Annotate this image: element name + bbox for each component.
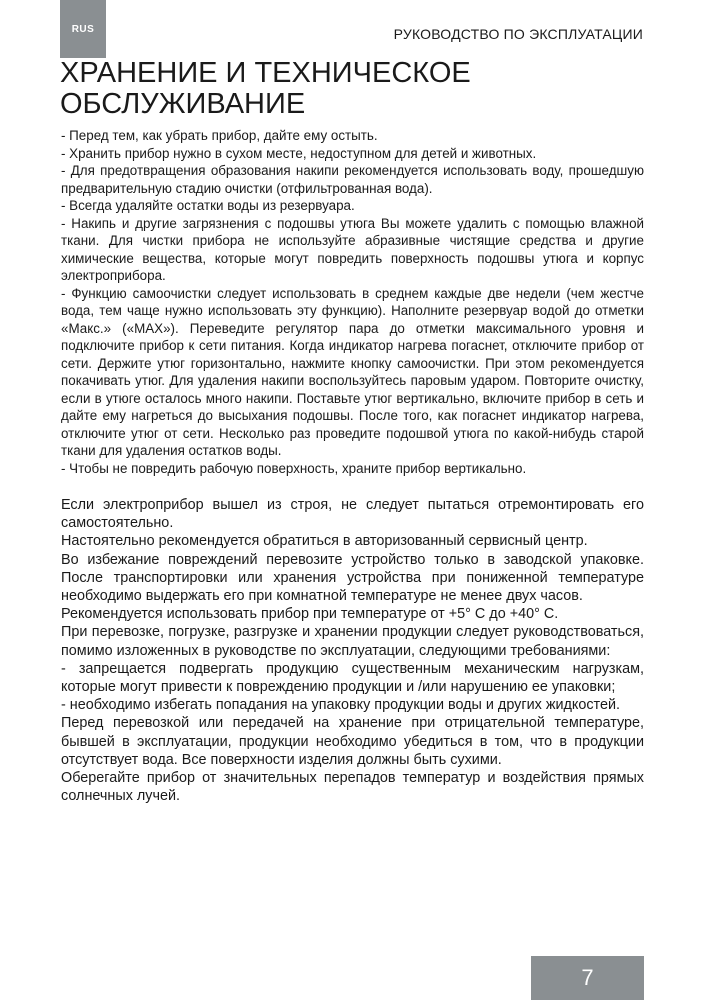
paragraph: При перевозке, погрузке, разгрузке и хранении продукции следует руководствоваться, помимо изложенных в руководстве по эксплуатации, следующими требованиями: — [61, 624, 644, 659]
page-title-line: ХРАНЕНИЕ И ТЕХНИЧЕСКОЕ — [60, 57, 471, 89]
running-header-title: РУКОВОДСТВО ПО ЭКСПЛУАТАЦИИ — [393, 26, 643, 42]
paragraph: Перед перевозкой или передачей на хранение при отрицательной температуре, бывшей в эксплуатации, продукции необходимо убедиться в том, что в продукции отсутствует вода. Все поверхности изделия должны быть сухими. — [61, 715, 644, 768]
transport-storage-section — [61, 496, 644, 805]
paragraph: - Чтобы не повредить рабочую поверхность, храните прибор вертикально. — [61, 460, 527, 476]
paragraph: - Функцию самоочистки следует использовать в среднем каждые две недели (чем жестче вода, тем чаще нужно использовать эту функцию). Наполните резервуар водой до отметки «Макс.» («MAX»). Переведите регулятор пара до отметки максимального уровня и подключите прибор к сети питания. Когда индикатор нагрева погаснет, отключите прибор от сети. Держите утюг горизонтально, нажмите кнопку самоочистки. При этом рекомендуется покачивать утюг. Для удаления накипи воспользуйтесь паровым ударом. Повторите очистку, если в утюге осталось много накипи. Поставьте утюг вертикально, включите прибор в сеть и дайте ему нагреться до высыхания подошвы. После того, как погаснет индикатор нагрева, отключите утюг от сети. Несколько раз проведите подошвой утюга по какой-нибудь старой ткани для удаления остатков воды. — [61, 285, 644, 458]
page-title — [60, 58, 650, 120]
paragraph: Если электроприбор вышел из строя, не следует пытаться отремонтировать его самостоятельно. — [61, 497, 644, 532]
paragraph: Рекомендуется использовать прибор при температуре от +5° С до +40° С. — [61, 606, 559, 623]
language-label: RUS — [71, 23, 95, 35]
page-number: 7 — [581, 965, 594, 990]
paragraph: - Накипь и другие загрязнения с подошвы утюга Вы можете удалить с помощью влажной ткани. Для чистки прибора не используйте абразивные чистящие средства и другие химические вещества, которые могут повредить поверхность подошвы утюга и корпус электроприбора. — [61, 215, 644, 283]
page-number-box — [531, 956, 644, 1000]
paragraph: - Для предотвращения образования накипи рекомендуется использовать воду, прошедшую предварительную стадию очистки (отфильтрованная вода). — [61, 163, 644, 196]
language-tab — [60, 0, 106, 58]
paragraph: - запрещается подвергать продукцию существенным механическим нагрузкам, которые могут привести к повреждению продукции и /или нарушению ее упаковки; — [61, 660, 644, 696]
paragraph: Настоятельно рекомендуется обратиться в авторизованный сервисный центр. — [61, 533, 588, 550]
paragraph: - Всегда удаляйте остатки воды из резервуара. — [61, 198, 355, 213]
paragraph: - Хранить прибор нужно в сухом месте, недоступном для детей и животных. — [61, 145, 537, 161]
paragraph: Во избежание повреждений перевозите устройство только в заводской упаковке. После транспортировки или хранения устройства при пониженной температуре необходимо выдержать его при комнатной температуре не менее двух часов. — [61, 551, 644, 605]
paragraph: Оберегайте прибор от значительных перепадов температур и воздействия прямых солнечных лучей. — [61, 770, 644, 805]
paragraph: - необходимо избегать попадания на упаковку продукции воды и других жидкостей. — [61, 697, 621, 714]
paragraph: - Перед тем, как убрать прибор, дайте ему остыть. — [61, 128, 378, 143]
page-content — [61, 127, 644, 805]
page-title-line: ОБСЛУЖИВАНИЕ — [60, 88, 306, 120]
storage-maintenance-section — [61, 127, 644, 477]
